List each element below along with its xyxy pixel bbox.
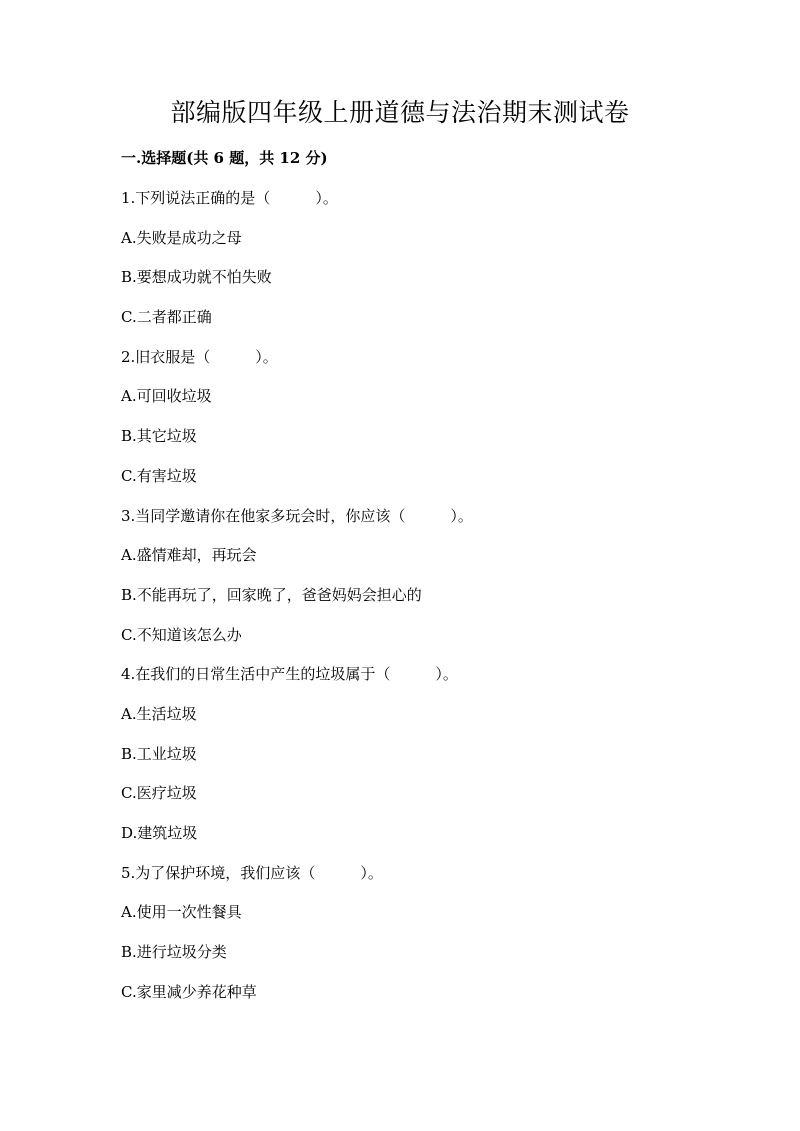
question-1-stem: 1.下列说法正确的是（ ）。 (121, 189, 338, 207)
question-5-option-b: B.进行垃圾分类 (121, 943, 227, 961)
question-2-option-c: C.有害垃圾 (121, 467, 197, 485)
question-1-option-b: B.要想成功就不怕失败 (121, 268, 272, 286)
page-title: 部编版四年级上册道德与法治期末测试卷 (170, 98, 630, 127)
question-1-option-c: C.二者都正确 (121, 308, 212, 326)
question-2-stem: 2.旧衣服是（ ）。 (121, 348, 278, 366)
question-4-stem: 4.在我们的日常生活中产生的垃圾属于（ ）。 (121, 665, 458, 683)
question-4-option-b: B.工业垃圾 (121, 745, 197, 763)
question-3-option-c: C.不知道该怎么办 (121, 626, 242, 644)
question-4-option-d: D.建筑垃圾 (121, 824, 198, 842)
question-3-option-a: A.盛情难却，再玩会 (121, 546, 257, 564)
question-2-option-b: B.其它垃圾 (121, 427, 197, 445)
question-5-option-a: A.使用一次性餐具 (121, 903, 242, 921)
question-1-option-a: A.失败是成功之母 (121, 229, 242, 247)
question-3-option-b: B.不能再玩了，回家晚了，爸爸妈妈会担心的 (121, 586, 422, 604)
question-4-option-c: C.医疗垃圾 (121, 784, 197, 802)
question-2-option-a: A.可回收垃圾 (121, 387, 212, 405)
question-4-option-a: A.生活垃圾 (121, 705, 197, 723)
question-5-option-c: C.家里减少养花种草 (121, 983, 257, 1001)
section-heading: 一.选择题(共 6 题，共 12 分) (121, 149, 328, 167)
question-5-stem: 5.为了保护环境，我们应该（ ）。 (121, 864, 383, 882)
question-3-stem: 3.当同学邀请你在他家多玩会时，你应该（ ）。 (121, 507, 473, 525)
